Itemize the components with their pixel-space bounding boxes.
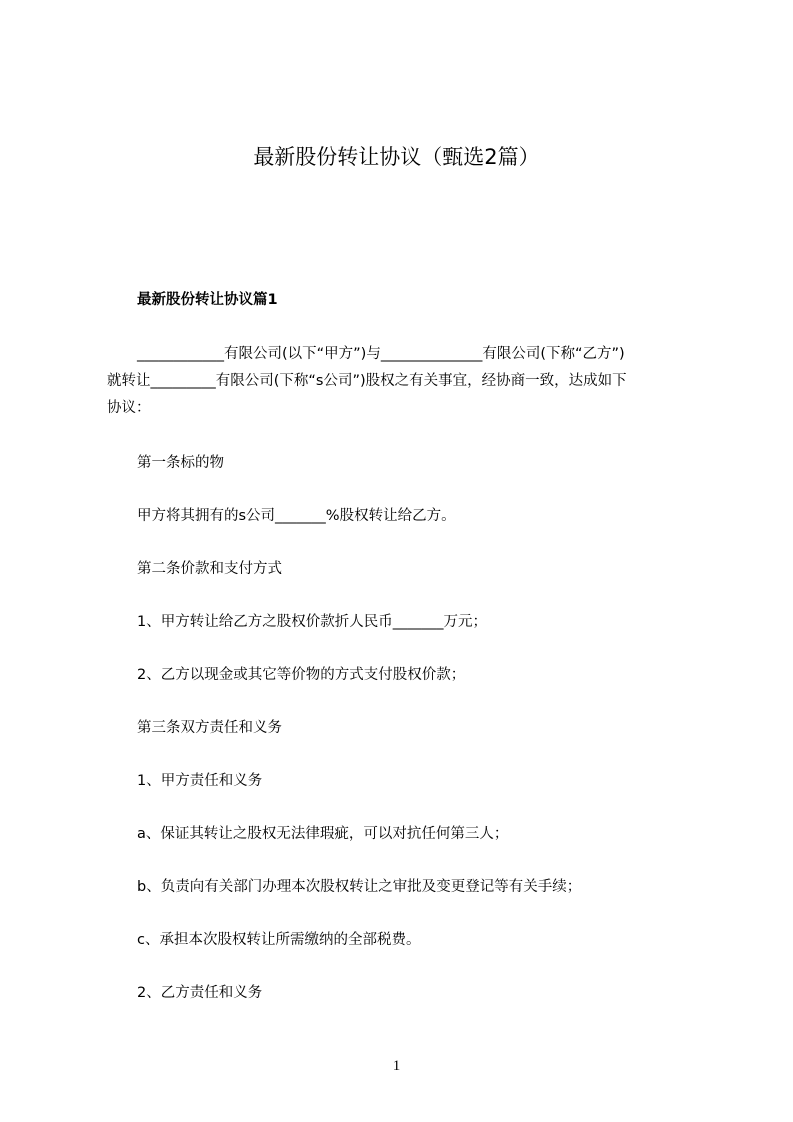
article-2-item-2: 2、乙方以现金或其它等价物的方式支付股权价款； <box>137 667 466 683</box>
article-3-party-a-item-c: c、承担本次股权转让所需缴纳的全部税费。 <box>137 932 421 948</box>
article-2-item-1: 1、甲方转让给乙方之股权价款折人民币_______万元； <box>137 614 487 630</box>
article-3-party-b-heading: 2、乙方责任和义务 <box>137 985 263 1001</box>
article-3-heading: 第三条双方责任和义务 <box>137 720 282 736</box>
section-title: 最新股份转让协议篇1 <box>137 292 278 308</box>
intro-line-3: 协议： <box>107 400 151 416</box>
page-number: 1 <box>392 1058 401 1074</box>
article-3-party-a-heading: 1、甲方责任和义务 <box>137 773 263 789</box>
intro-line-1: ____________有限公司(以下“甲方”)与______________有限公司(下称“乙方”) <box>137 346 625 362</box>
document-title: 最新股份转让协议（甄选2篇） <box>253 145 540 169</box>
article-3-party-a-item-b: b、负责向有关部门办理本次股权转让之审批及变更登记等有关手续； <box>137 879 582 895</box>
article-3-party-a-item-a: a、保证其转让之股权无法律瑕疵，可以对抗任何第三人； <box>137 826 509 842</box>
article-1-heading: 第一条标的物 <box>137 455 224 471</box>
article-2-heading: 第二条价款和支付方式 <box>137 561 282 577</box>
article-1-text: 甲方将其拥有的s公司_______%股权转让给乙方。 <box>137 508 456 524</box>
intro-line-2: 就转让_________有限公司(下称“s公司”)股权之有关事宜，经协商一致，达成如下 <box>107 373 627 389</box>
